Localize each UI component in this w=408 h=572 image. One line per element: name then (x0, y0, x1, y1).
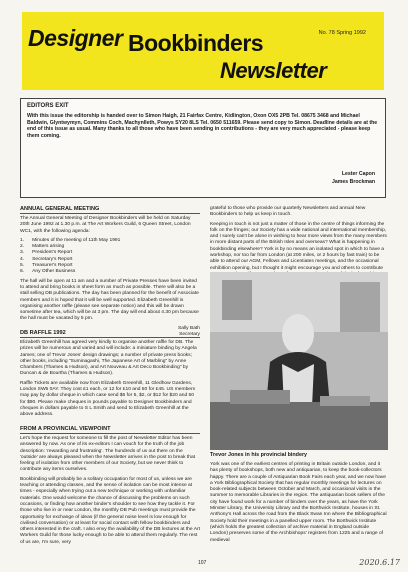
page-number: 107 (198, 560, 207, 566)
photo-caption: Trevor Jones in his provincial bindery (210, 452, 308, 458)
agm-signatory: Sally Bath (177, 325, 200, 331)
agenda-item: 6. Any Other Business (20, 269, 76, 275)
raffle-divider (20, 337, 200, 338)
masthead-word-bookbinders: Bookbinders (128, 30, 264, 56)
masthead-word-designer: Designer (28, 25, 123, 51)
raffle-heading: DB RAFFLE 1992 (20, 330, 66, 336)
right-body-1: grateful to those who provide our quarterly Newsletters and annual New Bookbinders to help us keep in touch. (210, 206, 366, 218)
agm-body: The hall will be open at 11 am and a number of Private Presses have been invited to attend and bring books in sheet form as much as possible. There will also be a stall selling DB publications. The day has been planned for the benefit of Associate members and it is hoped that it will be well supported. Elizabeth Greenhill is organising another raffle (please see separate notice) and this will be drawn sometime after tea, which will be at 3 pm. The day will end about 4.30 pm because the hall must be vacated by 5 pm. (20, 278, 199, 322)
provincial-body-2: Bookbinding will probably be a solitary occupation for most of us, unless we are teaching or attending classes, and the sense of isolation can be most intense at times - especially when trying out a new technique or working with unfamiliar materials. One would welcome the chance of discussing the problems on such occasions, or finding how another binder's shoulder to see how they tackle it. For those who live in or near London, the monthly DB Pub meetings must provide the opportunity for exchange of ideas (if the general noise level is low enough for civilised conversation) or at least for social contact with fellow bookbinders and others interested in the craft. I also envy the availability of the DB lectures at the Art Workers Guild for those lucky enough to be able to attend them regularly. The rest of us are, I'm sure, very (20, 476, 200, 545)
agm-intro: The Annual General Meeting of Designer Bookbinders will be held on Saturday 20th June 1992 at 1.30 p.m. at The Art Workers Guild, 6 Queen Street, London WC1, with the following agenda: (20, 216, 191, 234)
right-column-bottom (210, 462, 388, 547)
agenda-item: 5. Treasurer's Report (20, 263, 73, 269)
masthead-banner (22, 12, 384, 90)
provincial-divider (20, 433, 200, 434)
provincial-body-1: Let's hope the request for someone to fill the post of Newsletter Editor has been answered by now. As one of its ex-editors I can vouch for the truth of the job description: 'rewarding and frustrating'. The hundreds of us out there on the 'outside' are always pleased when the Newsletter arrives in the post to break that feeling of isolation from other members of our Society, but we never think to contribute any items ourselves. (20, 436, 196, 473)
editors-exit-box (20, 98, 386, 198)
agenda-item: 3. President's Report (20, 250, 73, 256)
agm-agenda-list (20, 238, 200, 276)
agenda-item: 1. Minutes of the meeting of 11th May 1991 (20, 237, 121, 243)
issue-number: No. 78 Spring 1992 (318, 30, 366, 36)
right-body-2: Keeping in touch is not just a matter of those in the centre of things informing the folk on the fringes; our Society has a wide national and international membership, and I surely can't be alone in wishing to hear more views from the many members in more distant parts of the British Isles and overseas? What is happening in bookbinding elsewhere? York is by no means an isolated spot in which to have a workshop, nor too far from London (at 200 miles, or 2 hours by fast train) to be able to attend our AGM, Fellows and Licentiates meetings, and the occasional exhibition opening, but I thought it might encourage you and others to contribute (210, 221, 387, 271)
raffle-body-2: Raffle Tickets are available now from Elizabeth Greenhill, 11 Gledhow Gardens, London SW5 0AY. They cost £1 each, or 12 for £10 and 50 for £45. US members may pay by dollar cheque in which case send $6 for 5, $2, or $12 for $20 and 50 for $90. Please make cheques in pounds payable to Designer Bookbinders and cheques in dollars payable to S L Smith and send to Elizabeth Greenhill at the above address. (20, 380, 196, 418)
agm-section (20, 216, 200, 341)
masthead-word-newsletter: Newsletter (220, 58, 327, 83)
bindery-photo-illustration (210, 272, 388, 450)
agenda-item: 4. Secretary's Report (20, 256, 73, 262)
raffle-section (20, 340, 200, 422)
editors-exit-title: EDITORS EXIT (27, 103, 69, 109)
agm-heading: ANNUAL GENERAL MEETING (20, 206, 100, 212)
right-body-3: York was one of the earliest centres of printing in Britain outside London, and it has plenty of bookshops, both new and antiquarian, to keep the book-collectors happy. There are a couple of Antiquarian Book Fairs each year, and we now have a York Bibliographical Society that has regular monthly meetings for lectures on book-related subjects between October and March, and occasional visits in the summer to memorable Libraries in the region. The antiquarian book sellers of the city have found work for a number of binders over the years, as have the York Minster Library, the University Library and the Borthwick Institute, houses in St. Anthony's Hall across the road from the Black Swan Inn where the Bibliographical Society hold their meetings in a panelled upper room. The Borthwick Institute (which holds the greatest collection of archive material in England outside London) preserves some of the Archbishops' registers from 1225 and a range of medieval (210, 462, 387, 543)
agm-signatory-title: Secretary (179, 332, 200, 338)
editor-signature-2: James Brockman (332, 179, 375, 185)
bindery-photo (210, 272, 388, 450)
agm-divider (20, 213, 200, 214)
raffle-body-1: Elizabeth Greenhill has agreed very kindly to organise another raffle for DB. The prizes will be numerous and varied and will include: a miniature binding by Angela James; one of Trevor Jones' design drawings; a number of private press books; other books, including "Suminagashi, The Japanese Art of Marbling" by Anne Chambers (Thames & Hudson), and Art Nouveau & Art Deco Bookbinding" by Duncan & de Bourtha (Thames & Hudson). (20, 340, 197, 377)
editors-exit-body: With this issue the editorship is handed over to Simon Haigh, 21 Fairfax Centre, Kidlington, Oxon OX5 2PB Tel. 08675 3468 and Michael Baldwin, Glyntwymyn, Commins Coch, Machynlleth, Powys SY20 8LS Tel. 0650 511659. Please send copy to Simon. Deadline details are at the end of this issue as usual. Many thanks to all those who have been sending in contributions - they are very much appreciated - please keep them coming. (27, 113, 378, 139)
handwritten-date: 2020.6.17 (359, 558, 400, 567)
provincial-heading: FROM A PROVINCIAL VIEWPOINT (20, 426, 111, 432)
provincial-section (20, 436, 200, 549)
agenda-item: 2. Matters arising (20, 244, 65, 250)
editor-signature-1: Lester Capon (341, 171, 375, 177)
